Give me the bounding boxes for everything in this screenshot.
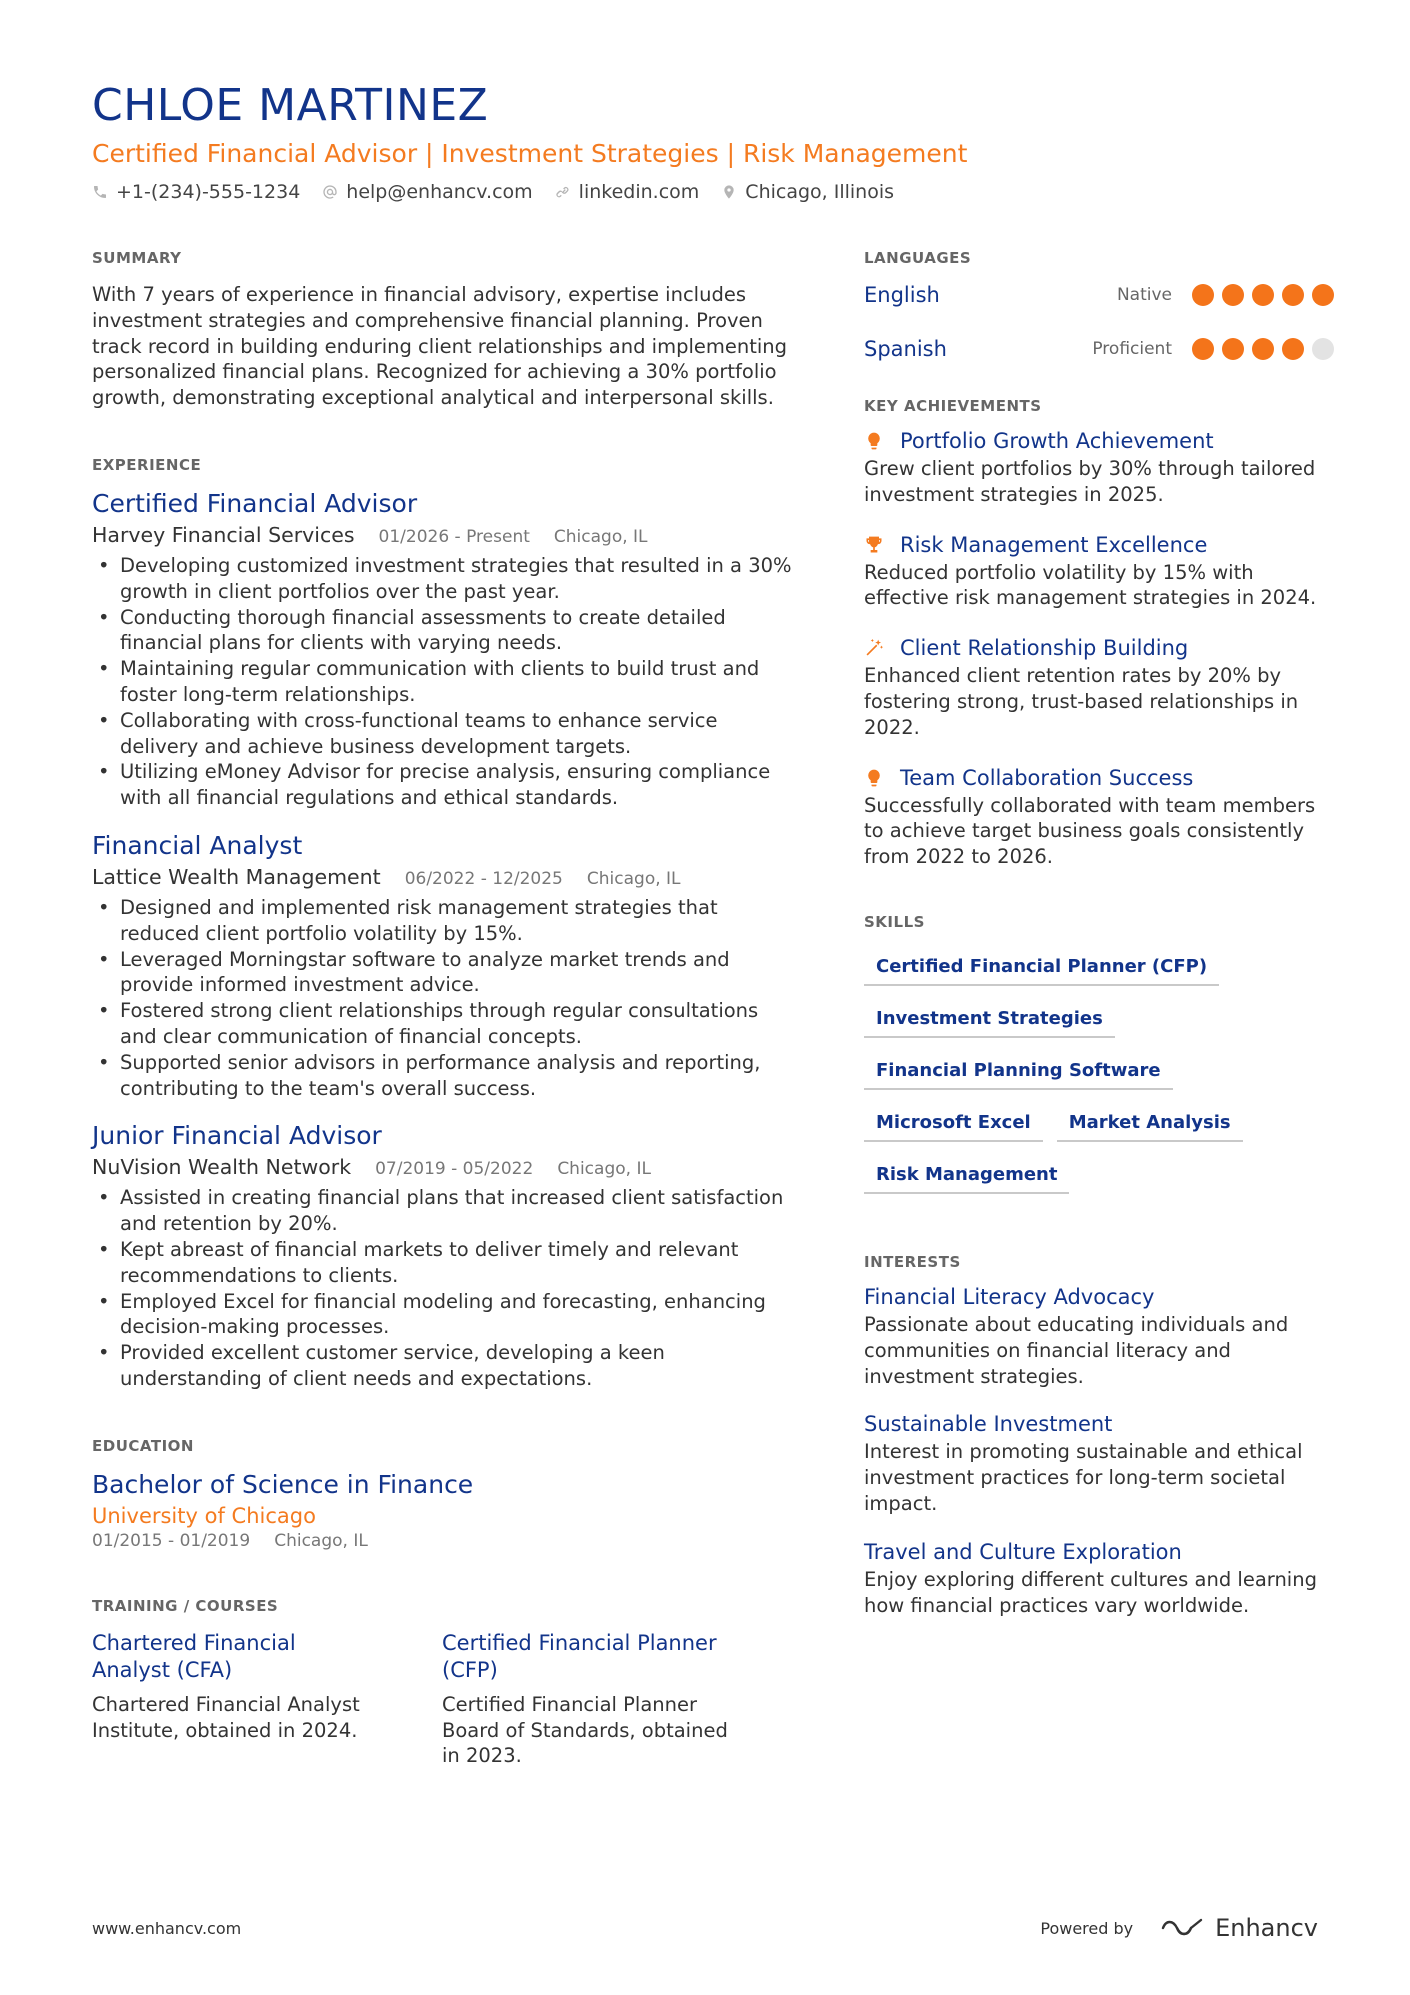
language-item bbox=[864, 334, 1334, 364]
proficiency-dot-filled bbox=[1282, 284, 1304, 306]
course-description: Certified Financial Planner Board of Standards, obtained in 2023. bbox=[442, 1692, 728, 1768]
left-column bbox=[92, 246, 792, 1769]
job-title: Certified Financial Advisor bbox=[92, 488, 418, 518]
course-description: Chartered Financial Analyst Institute, obtained in 2024. bbox=[92, 1692, 360, 1742]
section-title-training: TRAINING / COURSES bbox=[92, 1596, 279, 1615]
languages-list bbox=[864, 280, 1334, 364]
achievement-description: Enhanced client retention rates by 20% by fostering strong, trust-based relationships in 2022. bbox=[864, 664, 1299, 739]
bullet-item: • Conducting thorough financial assessments to create detailed financial plans for clients with varying needs. bbox=[92, 605, 792, 657]
skills-list bbox=[864, 948, 1334, 1194]
bullet-item: • Fostered strong client relationships through regular consultations and clear communication of financial concepts. bbox=[92, 998, 792, 1050]
skill-tag: Financial Planning Software bbox=[864, 1052, 1173, 1090]
job-entry bbox=[92, 829, 792, 1101]
job-location: Chicago, IL bbox=[586, 868, 681, 889]
education-location: Chicago, IL bbox=[274, 1530, 368, 1551]
section-title-languages: LANGUAGES bbox=[864, 249, 972, 267]
language-item bbox=[864, 280, 1334, 310]
section-title-education: EDUCATION bbox=[92, 1436, 194, 1455]
contact-email[interactable] bbox=[322, 178, 532, 206]
company-name: Harvey Financial Services bbox=[92, 522, 355, 547]
bullet-item: • Maintaining regular communication with clients to build trust and foster long-term relationships. bbox=[92, 656, 792, 708]
skills-section bbox=[864, 910, 1334, 1194]
achievement-title: Portfolio Growth Achievement bbox=[900, 429, 1214, 453]
job-dates: 01/2026 - Present bbox=[378, 526, 530, 547]
company-name: Lattice Wealth Management bbox=[92, 864, 381, 889]
company-name: NuVision Wealth Network bbox=[92, 1155, 352, 1180]
education-meta bbox=[92, 1530, 792, 1552]
contact-info bbox=[92, 178, 1332, 206]
achievement-item bbox=[864, 530, 1334, 612]
job-title: Junior Financial Advisor bbox=[92, 1121, 382, 1151]
interest-title: Travel and Culture Exploration bbox=[864, 1539, 1182, 1564]
proficiency-dot-filled bbox=[1192, 338, 1214, 360]
summary-section bbox=[92, 246, 792, 411]
job-title: Financial Analyst bbox=[92, 830, 303, 860]
bullet-item: • Designed and implemented risk management strategies that reduced client portfolio volatility by 15%. bbox=[92, 895, 792, 947]
enhancv-brand: Enhancv bbox=[1215, 1914, 1318, 1942]
course-item bbox=[92, 1630, 380, 1769]
skill-row bbox=[864, 948, 1334, 986]
achievement-item bbox=[864, 763, 1334, 870]
languages-section bbox=[864, 246, 1334, 364]
degree: Bachelor of Science in Finance bbox=[92, 1469, 474, 1499]
bullet-item: • Kept abreast of financial markets to deliver timely and relevant recommendations to clients. bbox=[92, 1237, 792, 1289]
achievement-description: Grew client portfolios by 30% through tailored investment strategies in 2025. bbox=[864, 457, 1316, 506]
contact-location bbox=[721, 178, 894, 206]
interest-item bbox=[864, 1537, 1334, 1619]
interest-title: Financial Literacy Advocacy bbox=[864, 1284, 1155, 1309]
proficiency-dot-filled bbox=[1312, 284, 1334, 306]
location-text: Chicago, Illinois bbox=[745, 181, 895, 203]
proficiency-dot-filled bbox=[1192, 284, 1214, 306]
skill-tag: Market Analysis bbox=[1057, 1104, 1243, 1142]
achievement-description: Reduced portfolio volatility by 15% with effective risk management strategies in 2024. bbox=[864, 560, 1317, 610]
achievement-header bbox=[864, 426, 1334, 456]
achievement-header bbox=[864, 633, 1334, 663]
proficiency-dots bbox=[1184, 338, 1334, 360]
bullet-item: • Provided excellent customer service, developing a keen understanding of client needs and expectations. bbox=[92, 1340, 792, 1392]
section-title-experience: EXPERIENCE bbox=[92, 455, 202, 474]
interest-description: Passionate about educating individuals and communities on financial literacy and investment strategies. bbox=[864, 1312, 1289, 1388]
proficiency-dot-filled bbox=[1252, 284, 1274, 306]
phone-text: +1-(234)-555-1234 bbox=[116, 181, 301, 203]
achievement-description: Successfully collaborated with team members to achieve target business goals consistently from 2022 to 2026. bbox=[864, 793, 1316, 869]
bullet-item: • Supported senior advisors in performance analysis and reporting, contributing to the team's overall success. bbox=[92, 1050, 792, 1102]
job-bullets bbox=[92, 553, 792, 811]
headline: Certified Financial Advisor | Investment Strategies | Risk Management bbox=[92, 139, 968, 168]
skill-tag: Investment Strategies bbox=[864, 1000, 1115, 1038]
powered-by bbox=[1040, 1914, 1318, 1942]
right-column bbox=[864, 246, 1334, 1618]
section-title-interests: INTERESTS bbox=[864, 1252, 961, 1271]
page-footer bbox=[92, 1914, 1318, 1942]
language-name: English bbox=[864, 283, 940, 307]
achievement-item bbox=[864, 426, 1334, 508]
lightbulb-icon bbox=[864, 768, 884, 788]
job-entry bbox=[92, 487, 792, 811]
resume-header bbox=[92, 78, 1332, 206]
job-bullets bbox=[92, 895, 792, 1101]
language-level: Proficient bbox=[1092, 339, 1172, 359]
skill-tag: Microsoft Excel bbox=[864, 1104, 1043, 1142]
interest-item bbox=[864, 1282, 1334, 1389]
job-dates: 07/2019 - 05/2022 bbox=[375, 1159, 534, 1180]
contact-phone[interactable] bbox=[92, 178, 300, 206]
section-title-achievements: KEY ACHIEVEMENTS bbox=[864, 397, 1042, 415]
enhancv-logo-icon bbox=[1159, 1916, 1207, 1940]
job-meta bbox=[92, 863, 792, 893]
footer-website-link[interactable]: www.enhancv.com bbox=[92, 1918, 242, 1938]
location-pin-icon bbox=[721, 184, 737, 200]
language-name: Spanish bbox=[864, 337, 947, 361]
magic-wand-icon bbox=[864, 638, 884, 658]
achievements-section bbox=[864, 394, 1334, 870]
achievement-header bbox=[864, 530, 1334, 560]
skill-row bbox=[864, 1000, 1334, 1038]
achievement-title: Client Relationship Building bbox=[900, 636, 1189, 661]
experience-section bbox=[92, 453, 792, 1392]
courses-list bbox=[92, 1630, 792, 1769]
lightbulb-icon bbox=[864, 431, 884, 451]
course-title: Certified Financial Planner (CFP) bbox=[442, 1630, 717, 1682]
summary-text: With 7 years of experience in financial advisory, expertise includes investment strategies and comprehensive financial planning. Proven track record in building enduring client relationships and implementing personalized financial plans. Recognized for achieving a 30% portfolio growth, demonstrating exceptional analytical and interpersonal skills. bbox=[92, 283, 788, 410]
bullet-item: • Assisted in creating financial plans that increased client satisfaction and retention by 20%. bbox=[92, 1185, 792, 1237]
education-dates: 01/2015 - 01/2019 bbox=[92, 1530, 251, 1551]
job-location: Chicago, IL bbox=[557, 1159, 651, 1180]
achievement-item bbox=[864, 633, 1334, 740]
interest-description: Enjoy exploring different cultures and learning how financial practices vary worldwide. bbox=[864, 1567, 1317, 1617]
proficiency-dot-filled bbox=[1282, 338, 1304, 360]
school-name: University of Chicago bbox=[92, 1503, 316, 1528]
proficiency-dot-filled bbox=[1252, 338, 1274, 360]
training-section bbox=[92, 1594, 792, 1769]
candidate-name: CHLOE MARTINEZ bbox=[92, 80, 489, 131]
section-title-summary: SUMMARY bbox=[92, 249, 182, 267]
trophy-icon bbox=[864, 535, 884, 555]
bullet-item: • Utilizing eMoney Advisor for precise analysis, ensuring compliance with all financial regulations and ethical standards. bbox=[92, 759, 792, 811]
skill-row bbox=[864, 1156, 1334, 1194]
achievement-header bbox=[864, 763, 1334, 793]
interest-item bbox=[864, 1409, 1334, 1516]
interest-title: Sustainable Investment bbox=[864, 1412, 1113, 1437]
skill-row bbox=[864, 1104, 1334, 1142]
job-dates: 06/2022 - 12/2025 bbox=[404, 868, 563, 889]
email-text: help@enhancv.com bbox=[346, 181, 533, 203]
interest-description: Interest in promoting sustainable and ethical investment practices for long-term societal impact. bbox=[864, 1440, 1303, 1515]
bullet-item: • Employed Excel for financial modeling and forecasting, enhancing decision-making processes. bbox=[92, 1289, 792, 1341]
course-item bbox=[442, 1630, 730, 1769]
job-bullets bbox=[92, 1185, 792, 1391]
interests-section bbox=[864, 1250, 1334, 1618]
bullet-item: • Collaborating with cross-functional teams to enhance service delivery and achieve business development targets. bbox=[92, 708, 792, 760]
section-title-skills: SKILLS bbox=[864, 912, 925, 931]
proficiency-dot-empty bbox=[1312, 338, 1334, 360]
proficiency-dot-filled bbox=[1222, 284, 1244, 306]
contact-linkedin[interactable] bbox=[555, 178, 700, 206]
skill-row bbox=[864, 1052, 1334, 1090]
job-meta bbox=[92, 1153, 792, 1183]
linkedin-text: linkedin.com bbox=[578, 181, 700, 203]
job-meta bbox=[92, 521, 792, 551]
bullet-item: • Developing customized investment strategies that resulted in a 30% growth in client portfolios over the past year. bbox=[92, 553, 792, 605]
at-icon bbox=[322, 184, 338, 200]
skill-tag: Certified Financial Planner (CFP) bbox=[864, 948, 1219, 986]
job-location: Chicago, IL bbox=[553, 526, 648, 547]
link-icon bbox=[555, 184, 571, 200]
skill-tag: Risk Management bbox=[864, 1156, 1069, 1194]
powered-by-label: Powered by bbox=[1040, 1918, 1134, 1938]
bullet-item: • Leveraged Morningstar software to analyze market trends and provide informed investment advice. bbox=[92, 947, 792, 999]
achievement-title: Team Collaboration Success bbox=[900, 765, 1194, 790]
proficiency-dot-filled bbox=[1222, 338, 1244, 360]
proficiency-dots bbox=[1184, 284, 1334, 306]
enhancv-logo[interactable] bbox=[1159, 1914, 1318, 1942]
education-section bbox=[92, 1434, 792, 1552]
language-level: Native bbox=[1116, 285, 1172, 305]
job-entry bbox=[92, 1119, 792, 1391]
achievement-title: Risk Management Excellence bbox=[900, 532, 1208, 557]
phone-icon bbox=[92, 184, 108, 200]
course-title: Chartered Financial Analyst (CFA) bbox=[92, 1630, 296, 1682]
